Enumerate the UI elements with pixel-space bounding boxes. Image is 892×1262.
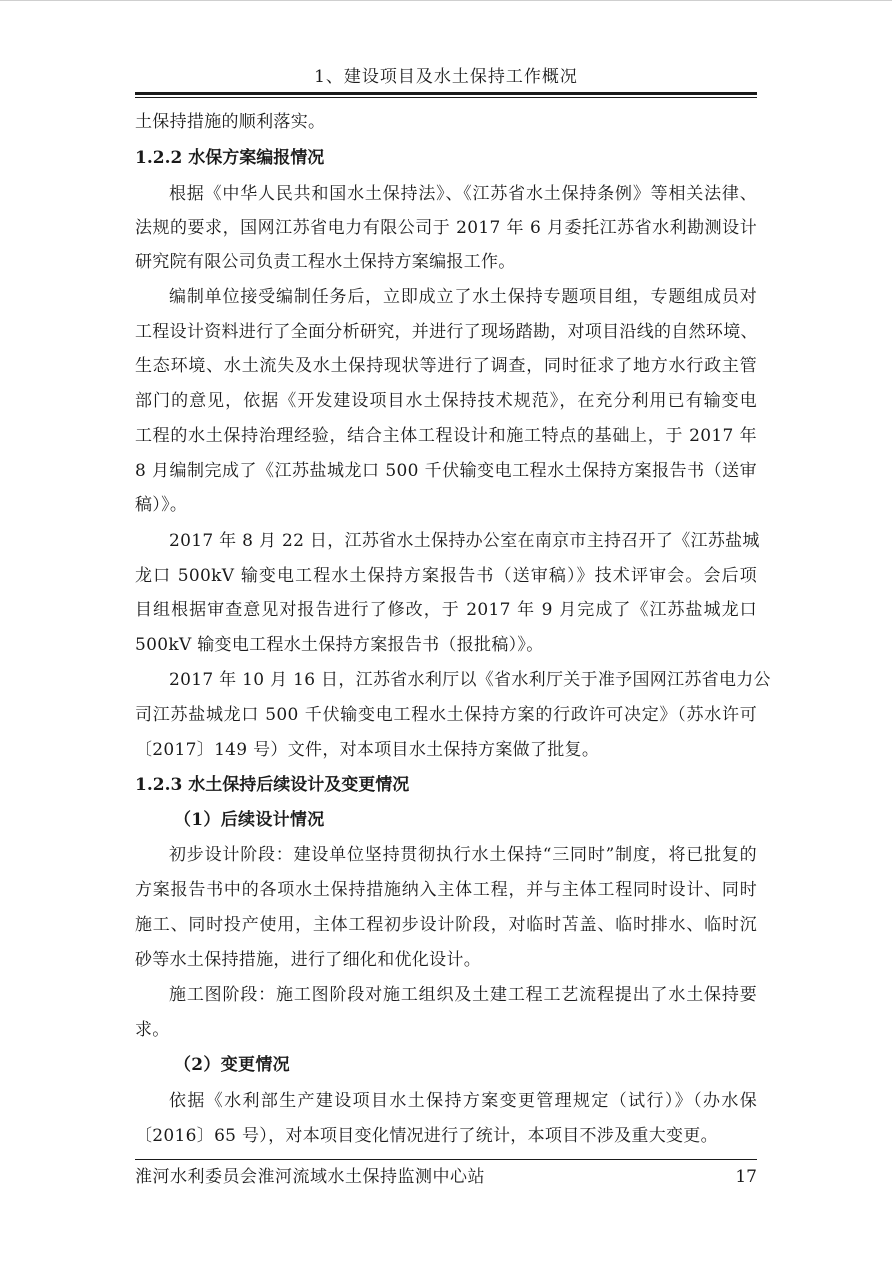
text-line: 法规的要求，国网江苏省电力有限公司于 2017 年 6 月委托江苏省水利勘测设计: [135, 218, 757, 238]
section-heading-1-2-3: 1.2.3 水土保持后续设计及变更情况: [135, 775, 410, 795]
subheading-follow-up-design: （1）后续设计情况: [174, 810, 325, 830]
text-line: 〔2016〕65 号），对本项目变化情况进行了统计，本项目不涉及重大变更。: [135, 1126, 718, 1146]
text-line: 生态环境、水土流失及水土保持现状等进行了调查，同时征求了地方水行政主管: [135, 356, 757, 376]
footer-rule: [135, 1159, 757, 1160]
text-line: 施工、同时投产使用，主体工程初步设计阶段，对临时苫盖、临时排水、临时沉: [135, 915, 757, 935]
text-line: 2017 年 10 月 16 日，江苏省水利厅以《省水利厅关于准予国网江苏省电力公: [169, 670, 771, 690]
text-line: 施工图阶段：施工图阶段对施工组织及土建工程工艺流程提出了水土保持要: [169, 985, 757, 1005]
subheading-changes: （2）变更情况: [174, 1055, 290, 1075]
text-line: 依据《水利部生产建设项目水土保持方案变更管理规定（试行）》（办水保: [169, 1091, 757, 1111]
header-rule: [135, 92, 757, 95]
text-line: 〔2017〕149 号）文件，对本项目水土保持方案做了批复。: [135, 740, 600, 760]
text-line: 司江苏盐城龙口 500 千伏输变电工程水土保持方案的行政许可决定》（苏水许可: [135, 705, 757, 725]
page-number: 17: [735, 1167, 757, 1187]
text-line: 工程的水土保持治理经验，结合主体工程设计和施工特点的基础上，于 2017 年: [135, 426, 757, 446]
text-line: 稿）》。: [135, 495, 188, 515]
text-line: 研究院有限公司负责工程水土保持方案编报工作。: [135, 252, 516, 272]
section-heading-1-2-2: 1.2.2 水保方案编报情况: [135, 148, 325, 168]
page-top-border: [0, 0, 892, 1]
footer-organization: 淮河水利委员会淮河流域水土保持监测中心站: [135, 1167, 485, 1187]
text-line: 500kV 输变电工程水土保持方案报告书（报批稿）》。: [135, 635, 544, 655]
text-line: 根据《中华人民共和国水土保持法》、《江苏省水土保持条例》等相关法律、: [169, 184, 757, 204]
text-line: 编制单位接受编制任务后，立即成立了水土保持专题项目组，专题组成员对: [169, 287, 757, 307]
text-line: 方案报告书中的各项水土保持措施纳入主体工程，并与主体工程同时设计、同时: [135, 880, 757, 900]
text-line: 砂等水土保持措施，进行了细化和优化设计。: [135, 950, 481, 970]
text-line: 工程设计资料进行了全面分析研究，并进行了现场踏勘，对项目沿线的自然环境、: [135, 322, 758, 342]
header-rule-thin: [135, 97, 757, 98]
text-line: 8 月编制完成了《江苏盐城龙口 500 千伏输变电工程水土保持方案报告书（送审: [135, 461, 757, 481]
text-line: 目组根据审查意见对报告进行了修改，于 2017 年 9 月完成了《江苏盐城龙口: [135, 600, 757, 620]
text-line: 求。: [135, 1020, 170, 1040]
running-header-title: 1、建设项目及水土保持工作概况: [314, 67, 578, 87]
text-line: 龙口 500kV 输变电工程水土保持方案报告书（送审稿）》技术评审会。会后项: [135, 566, 757, 586]
text-line: 2017 年 8 月 22 日，江苏省水土保持办公室在南京市主持召开了《江苏盐城: [169, 531, 760, 551]
text-line: 部门的意见，依据《开发建设项目水土保持技术规范》，在充分利用已有输变电: [135, 391, 757, 411]
text-line: 土保持措施的顺利落实。: [135, 112, 326, 132]
text-line: 初步设计阶段：建设单位坚持贯彻执行水土保持“三同时”制度，将已批复的: [169, 845, 757, 865]
